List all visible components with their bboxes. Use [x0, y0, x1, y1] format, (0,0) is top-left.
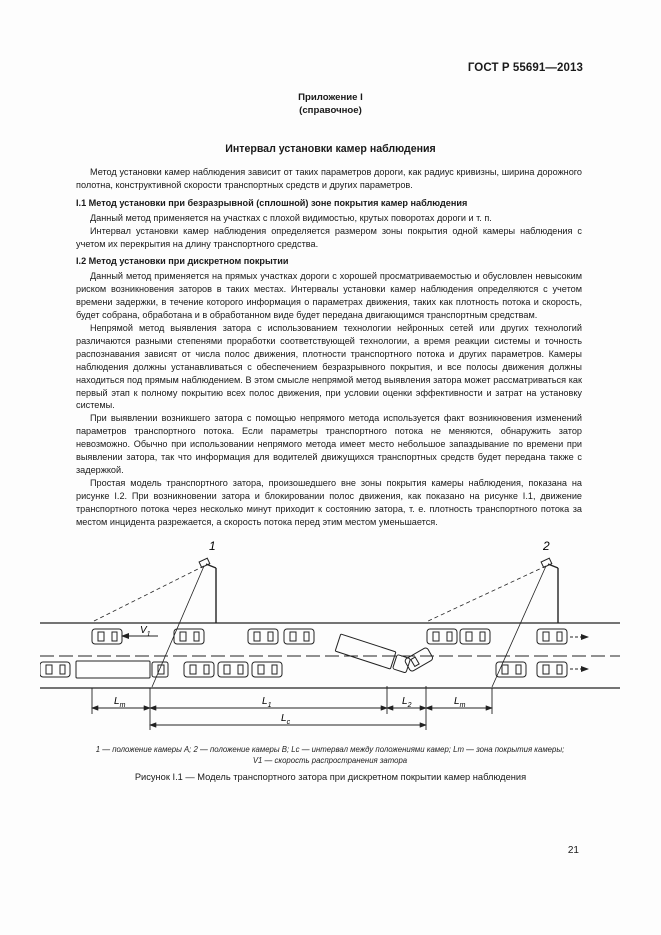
paragraph-i1-b: Интервал установки камер наблюдения определяется размером зоны покрытия одной камеры наблюдения с учетом их перекрытия на длину транспортного средства. [76, 225, 582, 249]
camera-1 [92, 539, 216, 687]
annex-subtitle: (справочное) [299, 105, 362, 116]
crashed-truck [335, 634, 411, 674]
car [174, 629, 204, 644]
body-text [76, 166, 582, 528]
camera-1-label: 1 [209, 539, 216, 553]
car [218, 662, 248, 677]
car [537, 629, 567, 644]
figure-caption: Рисунок I.1 — Модель транспортного затора при дискретном покрытии камер наблюдения [134, 772, 527, 782]
legend-line-1: 1 — положение камеры A; 2 — положение камеры B; Lc — интервал между положениями камер; Lm — зона покрытия камеры; [95, 745, 565, 754]
car [284, 629, 314, 644]
car [252, 662, 282, 677]
car [496, 662, 526, 677]
heading-i2: I.2 Метод установки при дискретном покрытии [76, 256, 289, 267]
dim-l2: $L_2$ [402, 696, 412, 709]
paragraph-i2-a: Данный метод применяется на прямых участках дороги с хорошей просматриваемостью и обусловлен невысоким риском возникновения заторов в таких местах. Интервалы установки камер наблюдения определяются с учетом времени задержки, в течение которого информация о параметрах движения, таких как плотность потока и скорость, будет собрана, обработана и в обработанном виде будет передана двигающимся транспортным средствам. [76, 271, 582, 321]
camera-2-icon [541, 558, 552, 567]
paragraph-i2-b: Непрямой метод выявления затора с использованием технологии нейронных сетей или других технологий различаются разными степенями проработки соответствующей технологии, а время реакции системы и точность распознавания зависят от числа полос движения, плотности транспортного потока и других параметров. Камеры наблюдения должны устанавливаться с обеспечением безразрывного покрытия, и все полосы движения должны находиться под прямым наблюдением. В этом смысле непрямой метод выявления затора может рассматриваться как первый этап к полному покрытию всех полос движения, при условии оценки эффективности и затрат на установку системы. [76, 322, 582, 411]
dim-lm-left: $L_m$ [114, 696, 126, 709]
dim-l1: $L_1$ [262, 696, 272, 709]
car [92, 629, 122, 644]
paragraph-i2-d: Простая модель транспортного затора, произошедшего вне зоны покрытия камеры наблюдения, показана на рисунке I.2. При возникновении затора и блокировании полос движения, как показано на рисунке I.1, движение транспортного потока через несколько минут приходит к состоянию затора, т. е. плотность транспортного потока за местом инцидента разрежается, а скорость потока перед этим местом уменьшается. [76, 477, 582, 527]
car [427, 629, 457, 644]
car [460, 629, 490, 644]
dimension-lines [92, 686, 492, 730]
paragraph-intro: Метод установки камер наблюдения зависит от таких параметров дороги, как радиус кривизны, ширина дорожного полотна, конструктивной скорости транспортных средств и других параметров. [76, 167, 582, 190]
upper-lane-cars [92, 629, 567, 644]
figure-legend [40, 744, 620, 766]
speed-label: $V_1$ [140, 625, 151, 638]
standard-number: ГОСТ Р 55691—2013 [467, 62, 583, 74]
page-number: 21 [567, 845, 579, 856]
crashed-car [404, 647, 434, 672]
section-title: Интервал установки камер наблюдения [225, 143, 436, 155]
legend-line-2: V1 — скорость распространения затора [252, 756, 408, 765]
camera-2 [426, 539, 558, 687]
traffic-jam-figure [40, 536, 620, 746]
paragraph-i1-a: Данный метод применяется на участках с плохой видимостью, крутых поворотах дороги и т. п. [90, 212, 492, 223]
paragraph-i2-c: При выявлении возникшего затора с помощью непрямого метода используется факт возникновения изменений параметров транспортного потока. Если параметры транспортного потока не меняются, обнаружить затор невозможно. Обычно при использовании непрямого метода имеет место небольшое запаздывание по времени при выявлении затора, так что информация для водителей движущихся транспортных средств будет передана также с задержкой. [76, 413, 582, 475]
truck [76, 661, 168, 678]
camera-2-label: 2 [543, 539, 550, 553]
camera-1-icon [199, 558, 210, 567]
heading-i1: I.1 Метод установки при безразрывной (сплошной) зоне покрытия камер наблюдения [76, 197, 468, 208]
car [248, 629, 278, 644]
car [184, 662, 214, 677]
dim-lm-right: $L_m$ [454, 696, 466, 709]
car [537, 662, 567, 677]
dim-lc: $L_c$ [281, 713, 291, 726]
car [40, 662, 70, 677]
annex-title: Приложение I [298, 92, 363, 103]
